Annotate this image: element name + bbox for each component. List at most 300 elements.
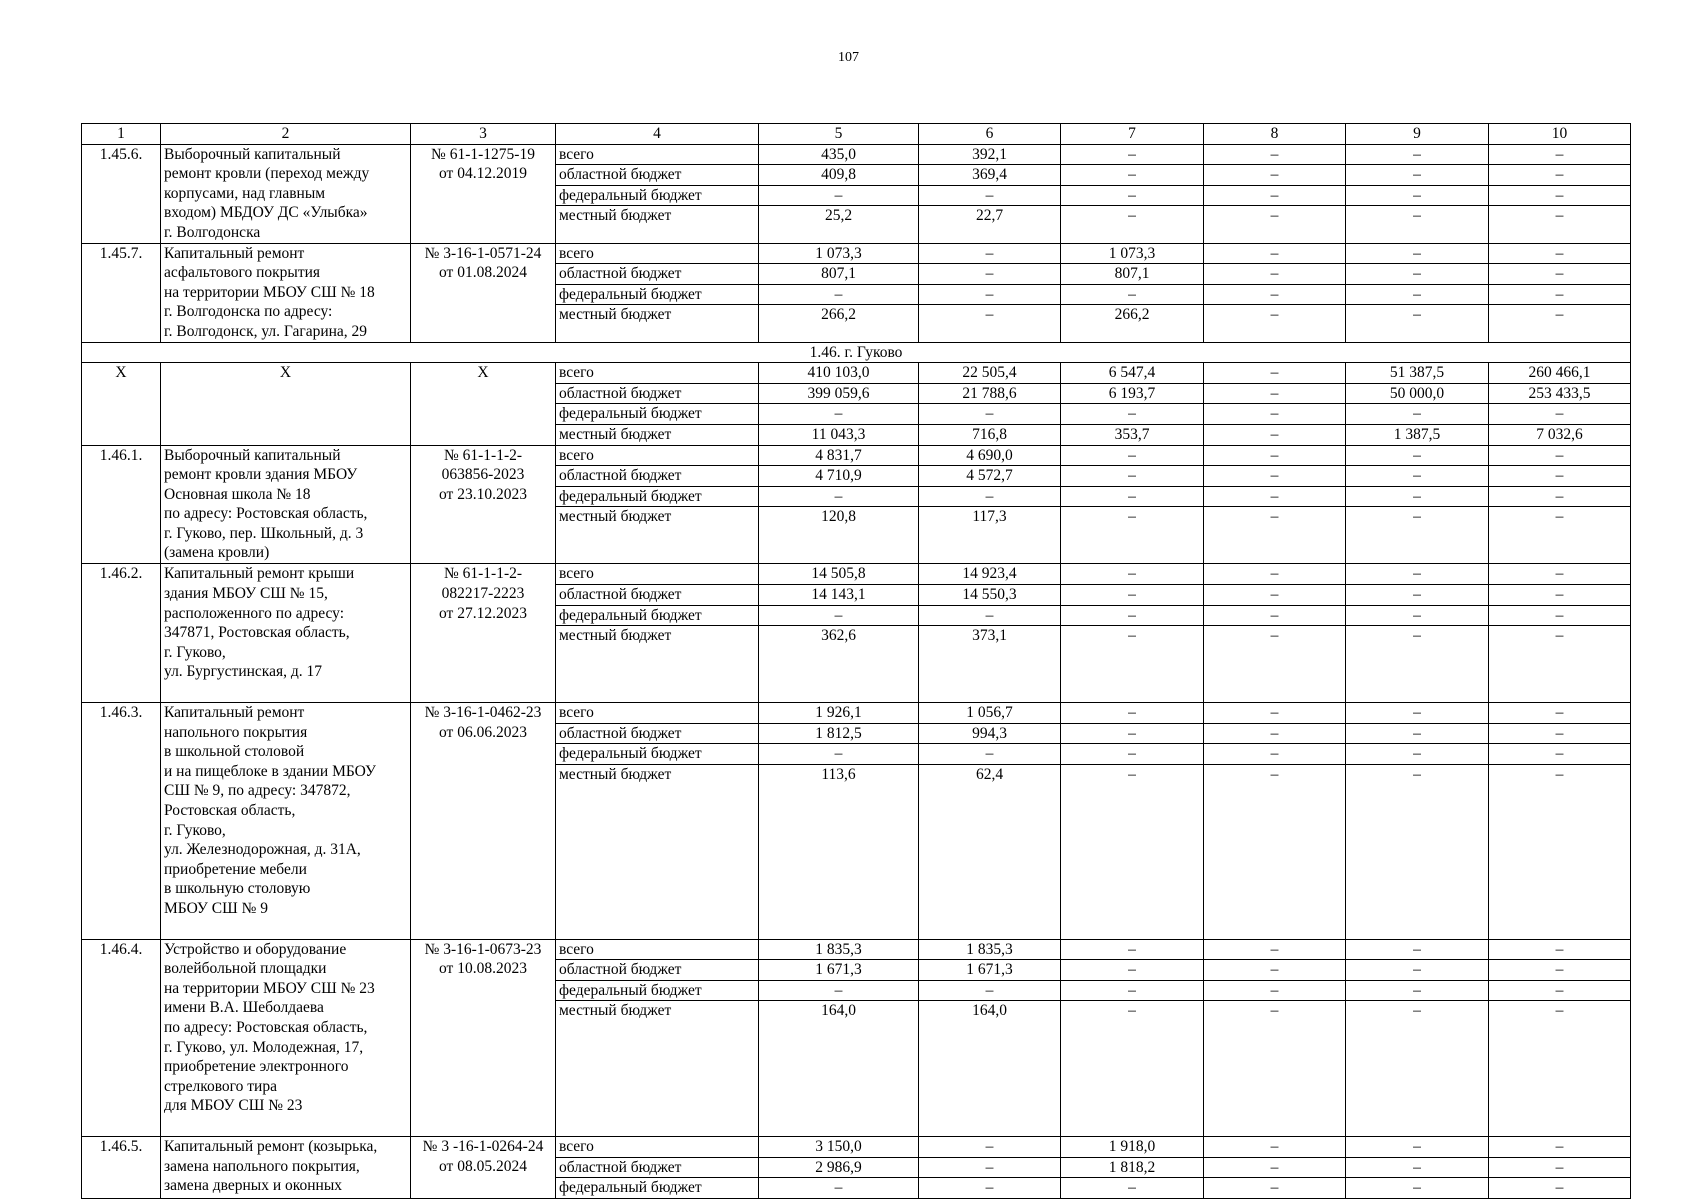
amount-cell: – (919, 264, 1061, 285)
amount-cell: – (1489, 564, 1631, 585)
document-reference (411, 703, 556, 940)
amount-cell: – (919, 980, 1061, 1001)
document-reference-line: № 61-1-1-2- (443, 446, 523, 464)
amount-cell: – (1061, 1178, 1204, 1199)
column-number: 3 (411, 124, 556, 145)
amount-cell: 1 056,7 (919, 703, 1061, 724)
amount-cell: 62,4 (919, 764, 1061, 939)
document-reference (411, 564, 556, 703)
column-number-header-row (82, 124, 1631, 145)
document-reference-line: от 01.08.2024 (439, 264, 527, 282)
object-name-line: г. Гуково, пер. Школьный, д. 3 (164, 524, 364, 542)
amount-cell: 117,3 (919, 507, 1061, 564)
object-name-line: стрелкового тира (164, 1077, 277, 1095)
amount-cell: – (1204, 243, 1346, 264)
amount-cell: – (759, 486, 919, 507)
amount-cell: – (1346, 703, 1489, 724)
amount-cell: – (1489, 744, 1631, 765)
amount-cell: 14 550,3 (919, 585, 1061, 606)
amount-cell: – (1061, 284, 1204, 305)
funding-source: федеральный бюджет (556, 744, 759, 765)
amount-cell: – (1204, 1137, 1346, 1158)
amount-cell: – (1061, 960, 1204, 981)
amount-cell: – (1489, 185, 1631, 206)
amount-cell: – (1346, 1137, 1489, 1158)
amount-cell: – (1346, 264, 1489, 285)
funding-source: областной бюджет (556, 585, 759, 606)
amount-cell: – (1204, 585, 1346, 606)
amount-cell: 266,2 (1061, 305, 1204, 342)
item-number: 1.45.7. (82, 243, 161, 342)
amount-cell: – (919, 1178, 1061, 1199)
amount-cell: 21 788,6 (919, 383, 1061, 404)
amount-cell: – (1204, 404, 1346, 425)
funding-source: федеральный бюджет (556, 980, 759, 1001)
amount-cell: – (1346, 939, 1489, 960)
object-name-line: ул. Железнодорожная, д. 31А, (164, 841, 361, 859)
amount-cell: – (1489, 165, 1631, 186)
amount-cell: – (1204, 605, 1346, 626)
amount-cell: 4 831,7 (759, 445, 919, 466)
document-reference (411, 363, 556, 445)
object-name-line: г. Волгодонска (164, 223, 261, 241)
object-name-line: входом) МБДОУ ДС «Улыбка» (164, 204, 368, 222)
amount-cell: – (1346, 284, 1489, 305)
item-number: 1.46.5. (82, 1137, 161, 1199)
amount-cell: – (1346, 507, 1489, 564)
amount-cell: – (1489, 764, 1631, 939)
object-name-line: г. Гуково, ул. Молодежная, 17, (164, 1038, 364, 1056)
object-name-line: г. Гуково, (164, 643, 226, 661)
item-number: 1.46.4. (82, 939, 161, 1136)
object-name (161, 564, 411, 703)
object-name-line: асфальтового покрытия (164, 264, 321, 282)
object-name-line: г. Волгодонск, ул. Гагарина, 29 (164, 322, 368, 340)
amount-cell: – (1204, 939, 1346, 960)
funding-source: всего (556, 703, 759, 724)
amount-cell: – (1061, 404, 1204, 425)
document-reference-line: от 10.08.2023 (439, 960, 527, 978)
amount-cell: – (1204, 424, 1346, 445)
amount-cell: – (1346, 744, 1489, 765)
funding-source: всего (556, 1137, 759, 1158)
amount-cell: 7 032,6 (1489, 424, 1631, 445)
table-row (82, 1137, 1631, 1158)
amount-cell: – (1204, 723, 1346, 744)
amount-cell: 22 505,4 (919, 363, 1061, 384)
amount-cell: – (1346, 1001, 1489, 1137)
amount-cell: 2 986,9 (759, 1157, 919, 1178)
amount-cell: – (1061, 445, 1204, 466)
amount-cell: – (1204, 206, 1346, 243)
object-name (161, 445, 411, 564)
object-name (161, 243, 411, 342)
amount-cell: – (919, 305, 1061, 342)
amount-cell: – (919, 1157, 1061, 1178)
object-name-line: замена напольного покрытия, (164, 1157, 360, 1175)
amount-cell: – (1346, 960, 1489, 981)
amount-cell: 14 505,8 (759, 564, 919, 585)
amount-cell: – (1489, 284, 1631, 305)
amount-cell: – (1346, 1157, 1489, 1178)
amount-cell: – (919, 1137, 1061, 1158)
table-row (82, 144, 1631, 165)
document-reference-line: от 27.12.2023 (439, 604, 527, 622)
object-name-line: волейбольной площадки (164, 960, 327, 978)
amount-cell: 1 671,3 (919, 960, 1061, 981)
amount-cell: 1 926,1 (759, 703, 919, 724)
document-reference-line: от 06.06.2023 (439, 723, 527, 741)
document-reference-line: от 04.12.2019 (439, 165, 527, 183)
object-name-line: корпусами, над главным (164, 184, 326, 202)
amount-cell: – (1489, 1001, 1631, 1137)
section-title: 1.46. г. Гуково (82, 342, 1631, 363)
amount-cell: 164,0 (759, 1001, 919, 1137)
column-number: 9 (1346, 124, 1489, 145)
amount-cell: – (1204, 1001, 1346, 1137)
amount-cell: – (759, 605, 919, 626)
amount-cell: 994,3 (919, 723, 1061, 744)
column-number: 10 (1489, 124, 1631, 145)
object-name (161, 939, 411, 1136)
document-reference-line: от 08.05.2024 (439, 1157, 527, 1175)
amount-cell: 410 103,0 (759, 363, 919, 384)
amount-cell: 362,6 (759, 626, 919, 703)
amount-cell: – (1346, 185, 1489, 206)
amount-cell: – (1061, 206, 1204, 243)
object-name-line: Выборочный капитальный (164, 145, 341, 163)
object-name-line: имени В.А. Шеболдаева (164, 999, 324, 1017)
amount-cell: – (1061, 764, 1204, 939)
object-name-line: Капитальный ремонт (164, 244, 305, 262)
object-name-line: в школьную столовую (164, 880, 311, 898)
document-reference (411, 243, 556, 342)
amount-cell: – (1489, 243, 1631, 264)
amount-cell: – (1204, 703, 1346, 724)
document-reference-line: от 23.10.2023 (439, 485, 527, 503)
object-name-line: по адресу: Ростовская область, (164, 1019, 368, 1036)
amount-cell: – (1346, 564, 1489, 585)
amount-cell: 392,1 (919, 144, 1061, 165)
funding-source: федеральный бюджет (556, 1178, 759, 1199)
amount-cell: – (1346, 404, 1489, 425)
amount-cell: – (1204, 284, 1346, 305)
funding-source: всего (556, 243, 759, 264)
amount-cell: – (1346, 980, 1489, 1001)
amount-cell: – (1061, 564, 1204, 585)
section-row (82, 342, 1631, 363)
amount-cell: – (1204, 1178, 1346, 1199)
amount-cell: 253 433,5 (1489, 383, 1631, 404)
amount-cell: – (919, 243, 1061, 264)
amount-cell: 1 812,5 (759, 723, 919, 744)
amount-cell: – (1204, 264, 1346, 285)
amount-cell: – (1061, 585, 1204, 606)
amount-cell: – (1346, 626, 1489, 703)
page-number: 107 (838, 50, 859, 65)
amount-cell: – (759, 980, 919, 1001)
column-number: 1 (82, 124, 161, 145)
amount-cell: – (1489, 980, 1631, 1001)
amount-cell: 266,2 (759, 305, 919, 342)
amount-cell: – (1489, 305, 1631, 342)
amount-cell: – (1204, 165, 1346, 186)
amount-cell: – (1204, 466, 1346, 487)
object-name-line: Капитальный ремонт (козырька, (164, 1138, 378, 1155)
amount-cell: – (1489, 1157, 1631, 1178)
amount-cell: 260 466,1 (1489, 363, 1631, 384)
amount-cell: 435,0 (759, 144, 919, 165)
amount-cell: 807,1 (759, 264, 919, 285)
amount-cell: – (1346, 764, 1489, 939)
amount-cell: 4 710,9 (759, 466, 919, 487)
amount-cell: – (1489, 605, 1631, 626)
amount-cell: – (919, 284, 1061, 305)
object-name-line: и на пищеблоке в здании МБОУ (164, 762, 376, 780)
amount-cell: – (1204, 764, 1346, 939)
table-body (82, 124, 1631, 1199)
object-name-line: здания МБОУ СШ № 15, (164, 585, 328, 603)
total-row (82, 363, 1631, 384)
amount-cell: 1 835,3 (759, 939, 919, 960)
object-name-line: ремонт кровли здания МБОУ (164, 466, 358, 484)
object-name-line: замена дверных и оконных (164, 1177, 342, 1195)
document-reference-line: № 3-16-1-0673-23 (424, 940, 542, 958)
object-name-line: на территории МБОУ СШ № 23 (164, 979, 375, 997)
amount-cell: – (1489, 723, 1631, 744)
funding-source: всего (556, 445, 759, 466)
amount-cell: 11 043,3 (759, 424, 919, 445)
amount-cell: 353,7 (1061, 424, 1204, 445)
amount-cell: – (1204, 980, 1346, 1001)
amount-cell: 1 387,5 (1346, 424, 1489, 445)
document-reference-line: № 61-1-1-2- (443, 565, 523, 583)
amount-cell: – (1346, 305, 1489, 342)
amount-cell: – (1346, 1178, 1489, 1199)
amount-cell: 409,8 (759, 165, 919, 186)
funding-source: местный бюджет (556, 764, 759, 939)
funding-source: всего (556, 363, 759, 384)
funding-source: федеральный бюджет (556, 486, 759, 507)
object-name-line: СШ № 9, по адресу: 347872, (164, 782, 351, 800)
amount-cell: 716,8 (919, 424, 1061, 445)
amount-cell: – (1489, 507, 1631, 564)
amount-cell: – (1204, 383, 1346, 404)
amount-cell: – (1346, 144, 1489, 165)
item-number: 1.46.1. (82, 445, 161, 564)
object-name-line: Капитальный ремонт (164, 704, 305, 722)
amount-cell: – (1489, 1178, 1631, 1199)
amount-cell: – (1204, 185, 1346, 206)
amount-cell: – (1061, 626, 1204, 703)
funding-source: всего (556, 939, 759, 960)
amount-cell: – (1489, 144, 1631, 165)
funding-source: федеральный бюджет (556, 404, 759, 425)
object-name-line: ул. Бургустинская, д. 17 (164, 663, 322, 681)
document-reference-line: № 3-16-1-0462-23 (424, 704, 542, 722)
document-reference-line: № 61-1-1275-19 (431, 145, 535, 163)
amount-cell: 1 073,3 (1061, 243, 1204, 264)
document-reference-line: № 3 -16-1-0264-24 (422, 1138, 544, 1155)
amount-cell: – (1346, 243, 1489, 264)
amount-cell: – (1204, 507, 1346, 564)
amount-cell: – (1489, 960, 1631, 981)
amount-cell: – (1489, 939, 1631, 960)
funding-source: областной бюджет (556, 383, 759, 404)
column-number: 4 (556, 124, 759, 145)
amount-cell: – (919, 744, 1061, 765)
amount-cell: – (1204, 144, 1346, 165)
object-name-line: 347871, Ростовская область, (164, 624, 350, 642)
funding-source: федеральный бюджет (556, 284, 759, 305)
amount-cell: – (1061, 703, 1204, 724)
funding-source: областной бюджет (556, 264, 759, 285)
amount-cell: 14 143,1 (759, 585, 919, 606)
table-row (82, 703, 1631, 724)
document-reference (411, 1137, 556, 1199)
amount-cell: – (1346, 445, 1489, 466)
funding-source: местный бюджет (556, 424, 759, 445)
amount-cell: – (1061, 507, 1204, 564)
object-name (161, 703, 411, 940)
amount-cell: 14 923,4 (919, 564, 1061, 585)
amount-cell: – (919, 404, 1061, 425)
funding-source: областной бюджет (556, 466, 759, 487)
amount-cell: – (759, 185, 919, 206)
budget-table (81, 123, 1631, 1199)
funding-source: местный бюджет (556, 305, 759, 342)
funding-source: областной бюджет (556, 723, 759, 744)
amount-cell: – (1061, 466, 1204, 487)
amount-cell: – (919, 486, 1061, 507)
table-row (82, 445, 1631, 466)
column-number: 5 (759, 124, 919, 145)
amount-cell: 22,7 (919, 206, 1061, 243)
amount-cell: – (1061, 744, 1204, 765)
amount-cell: – (1204, 744, 1346, 765)
object-name-line: напольного покрытия (164, 723, 308, 741)
funding-source: местный бюджет (556, 206, 759, 243)
object-name-line: приобретение мебели (164, 860, 307, 878)
amount-cell: 4 572,7 (919, 466, 1061, 487)
amount-cell: – (1061, 723, 1204, 744)
document-reference (411, 939, 556, 1136)
object-name-line: расположенного по адресу: (164, 604, 344, 622)
amount-cell: – (1346, 165, 1489, 186)
amount-cell: – (759, 404, 919, 425)
amount-cell: – (759, 284, 919, 305)
amount-cell: – (1204, 363, 1346, 384)
amount-cell: – (1061, 605, 1204, 626)
object-name-line: приобретение электронного (164, 1058, 349, 1076)
amount-cell: – (1204, 486, 1346, 507)
amount-cell: 1 073,3 (759, 243, 919, 264)
amount-cell: – (1061, 185, 1204, 206)
object-name-line: по адресу: Ростовская область, (164, 505, 368, 523)
amount-cell: – (1489, 264, 1631, 285)
object-name-line: X (279, 364, 292, 382)
object-name-line: (замена кровли) (164, 544, 270, 562)
object-name-line: МБОУ СШ № 9 (164, 899, 269, 917)
item-number: 1.46.3. (82, 703, 161, 940)
amount-cell: – (919, 605, 1061, 626)
column-number: 7 (1061, 124, 1204, 145)
amount-cell: – (1346, 585, 1489, 606)
funding-source: федеральный бюджет (556, 185, 759, 206)
amount-cell: – (1346, 206, 1489, 243)
table-row (82, 243, 1631, 264)
document-reference-line: X (477, 364, 489, 382)
object-name (161, 144, 411, 243)
amount-cell: 369,4 (919, 165, 1061, 186)
amount-cell: – (1061, 486, 1204, 507)
amount-cell: 3 150,0 (759, 1137, 919, 1158)
amount-cell: – (1204, 305, 1346, 342)
amount-cell: – (759, 744, 919, 765)
object-name-line: Ростовская область, (164, 802, 296, 820)
amount-cell: – (1489, 1137, 1631, 1158)
object-name-line: в школьной столовой (164, 743, 305, 761)
object-name-line: для МБОУ СШ № 23 (164, 1097, 303, 1115)
amount-cell: – (1489, 703, 1631, 724)
object-name-line: Устройство и оборудование (164, 940, 347, 958)
document-reference-line: № 3-16-1-0571-24 (424, 244, 542, 262)
item-number: X (82, 363, 161, 445)
column-number: 8 (1204, 124, 1346, 145)
amount-cell: 6 547,4 (1061, 363, 1204, 384)
amount-cell: – (919, 185, 1061, 206)
amount-cell: 6 193,7 (1061, 383, 1204, 404)
object-name-line: Основная школа № 18 (164, 485, 311, 503)
object-name-line: Капитальный ремонт крыши (164, 565, 355, 583)
amount-cell: – (1346, 723, 1489, 744)
amount-cell: 120,8 (759, 507, 919, 564)
object-name-line: ремонт кровли (переход между (164, 165, 370, 183)
amount-cell: 807,1 (1061, 264, 1204, 285)
amount-cell: 113,6 (759, 764, 919, 939)
amount-cell: – (1061, 939, 1204, 960)
document-reference (411, 445, 556, 564)
amount-cell: – (1489, 466, 1631, 487)
amount-cell: – (759, 1178, 919, 1199)
document-reference-line: 063856-2023 (441, 466, 525, 484)
amount-cell: – (1061, 165, 1204, 186)
funding-source: местный бюджет (556, 1001, 759, 1137)
amount-cell: 399 059,6 (759, 383, 919, 404)
amount-cell: 50 000,0 (1346, 383, 1489, 404)
amount-cell: 1 835,3 (919, 939, 1061, 960)
amount-cell: 4 690,0 (919, 445, 1061, 466)
item-number: 1.45.6. (82, 144, 161, 243)
amount-cell: – (1489, 626, 1631, 703)
object-name-line: г. Волгодонска по адресу: (164, 303, 333, 321)
amount-cell: 373,1 (919, 626, 1061, 703)
table-row (82, 564, 1631, 585)
amount-cell: – (1204, 445, 1346, 466)
amount-cell: 1 918,0 (1061, 1137, 1204, 1158)
column-number: 2 (161, 124, 411, 145)
amount-cell: – (1061, 980, 1204, 1001)
object-name-line: Выборочный капитальный (164, 446, 341, 464)
amount-cell: 1 671,3 (759, 960, 919, 981)
amount-cell: – (1204, 564, 1346, 585)
amount-cell: – (1204, 960, 1346, 981)
amount-cell: 25,2 (759, 206, 919, 243)
funding-source: всего (556, 564, 759, 585)
amount-cell: 164,0 (919, 1001, 1061, 1137)
amount-cell: – (1489, 404, 1631, 425)
amount-cell: 1 818,2 (1061, 1157, 1204, 1178)
